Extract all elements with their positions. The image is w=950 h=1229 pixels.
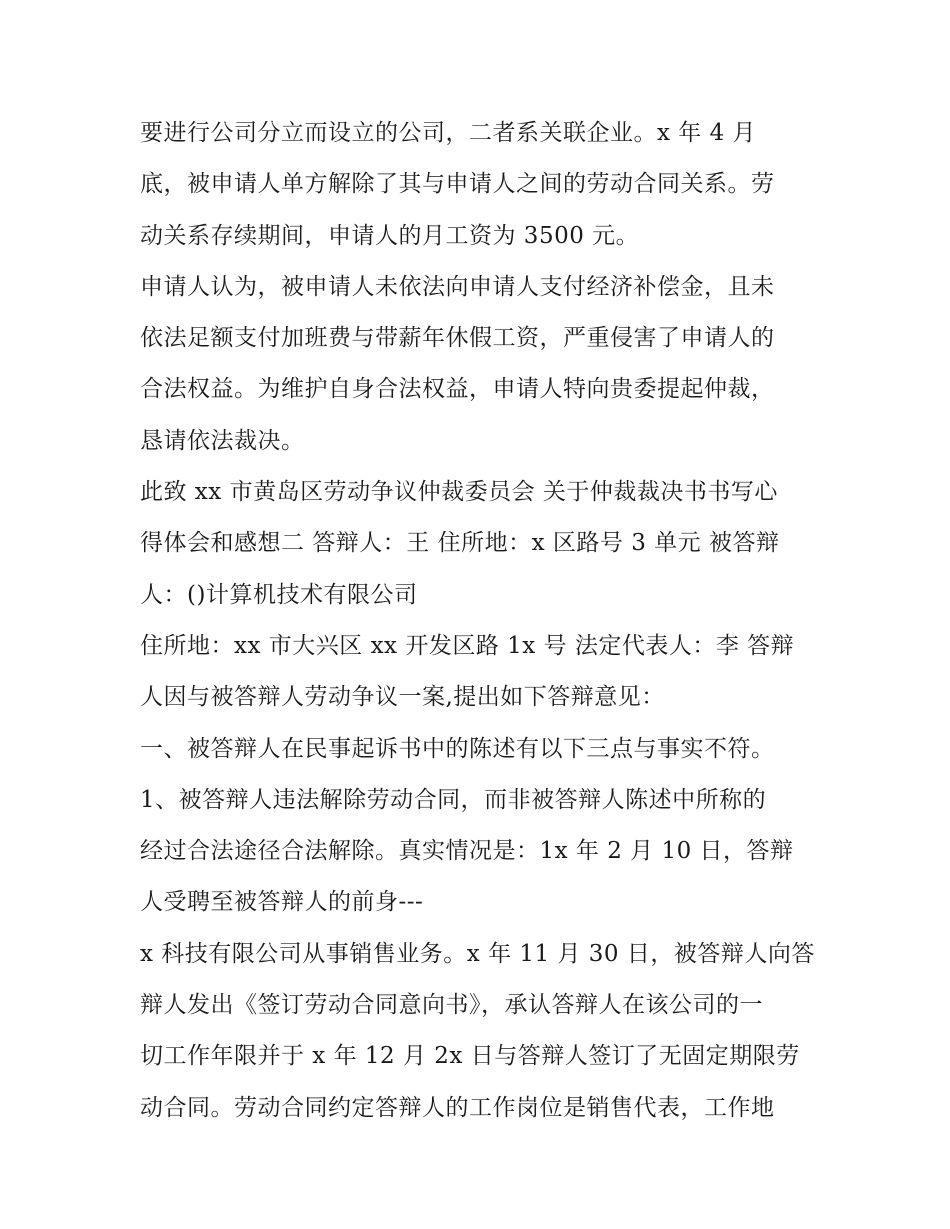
- text-line: 人：()计算机技术有限公司: [140, 581, 418, 608]
- text-line: 底，被申请人单方解除了其与申请人之间的劳动合同关系。劳: [140, 171, 775, 198]
- text-line: 一、被答辩人在民事起诉书中的陈述有以下三点与事实不符。: [140, 735, 775, 762]
- text-line: 动合同。劳动合同约定答辩人的工作岗位是销售代表，工作地: [140, 1094, 775, 1121]
- text-line: 辩人发出《签订劳动合同意向书》，承认答辩人在该公司的一: [140, 992, 763, 1019]
- text-line: 人因与被答辩人劳动争议一案,提出如下答辩意见：: [140, 684, 665, 711]
- document-body: [140, 108, 820, 1134]
- text-line: 动关系存续期间，申请人的月工资为 3500 元。: [140, 222, 640, 249]
- text-line: 要进行公司分立而设立的公司，二者系关联企业。x 年 4 月: [140, 120, 757, 146]
- text-line: 合法权益。为维护自身合法权益，申请人特向贵委提起仲裁，: [140, 376, 775, 403]
- text-line: 经过合法途径合法解除。真实情况是：1x 年 2 月 10 日，答辩: [140, 838, 794, 865]
- text-line: 得体会和感想二 答辩人：王 住所地：x 区路号 3 单元 被答辩: [140, 530, 780, 557]
- text-line: 1、被答辩人违法解除劳动合同，而非被答辩人陈述中所称的: [140, 786, 767, 813]
- text-line: 申请人认为，被申请人未依法向申请人支付经济补偿金，且未: [140, 273, 775, 300]
- text-line: x 科技有限公司从事销售业务。x 年 11 月 30 日，被答辩人向答: [140, 940, 815, 967]
- text-line: 恳请依法裁决。: [140, 427, 305, 454]
- text-line: 依法足额支付加班费与带薪年休假工资，严重侵害了申请人的: [140, 325, 775, 352]
- text-line: 人受聘至被答辩人的前身---: [140, 889, 424, 916]
- text-line: 切工作年限并于 x 年 12 月 2x 日与答辩人签订了无固定期限劳: [140, 1043, 800, 1070]
- text-line: 此致 xx 市黄岛区劳动争议仲裁委员会 关于仲裁裁决书书写心: [140, 479, 778, 506]
- text-line: 住所地：xx 市大兴区 xx 开发区路 1x 号 法定代表人：李 答辩: [140, 632, 795, 659]
